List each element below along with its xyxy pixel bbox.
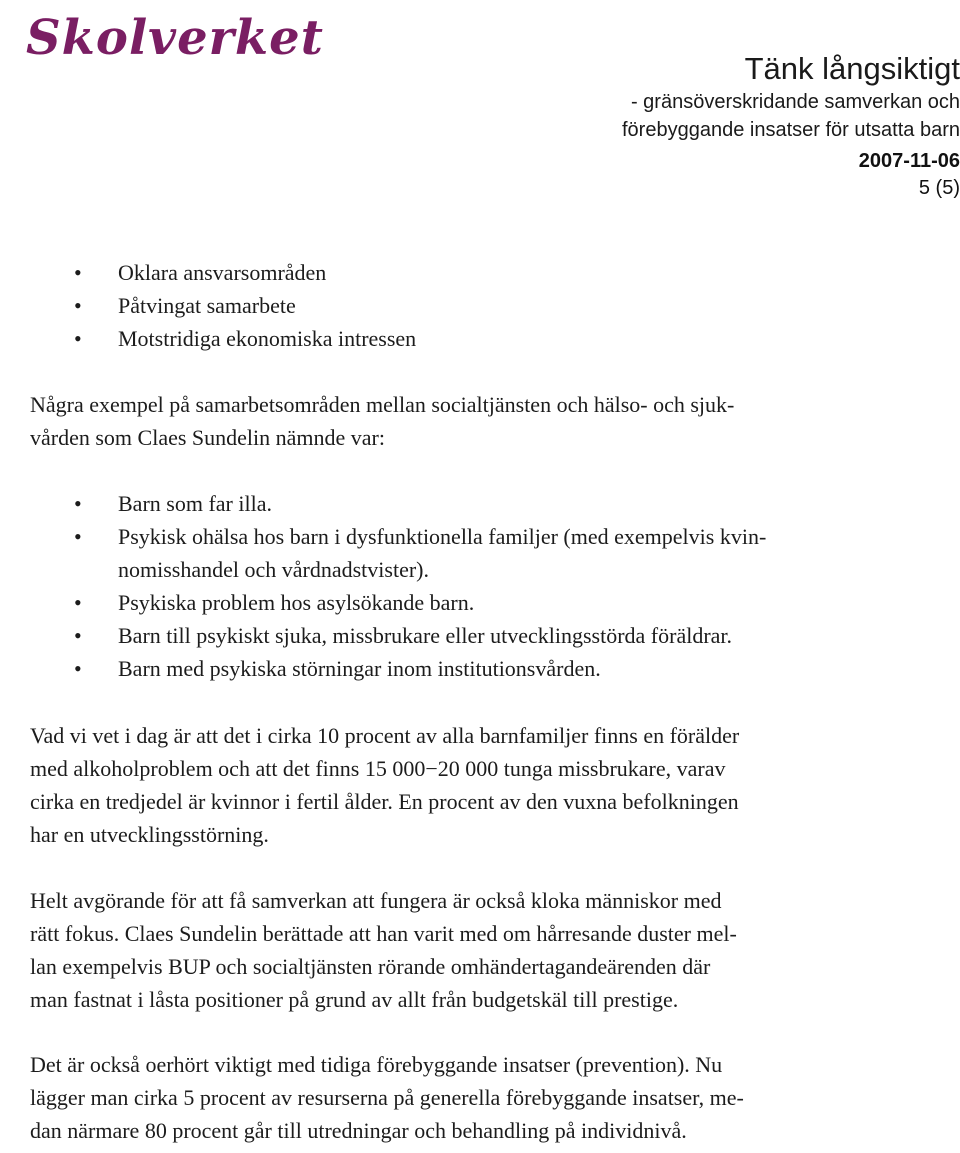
document-header [400, 50, 960, 201]
bullet-icon: • [74, 656, 82, 681]
list-item: • Psykiska problem hos asylsökande barn. [30, 586, 942, 619]
document-title: Tänk långsiktigt [744, 51, 960, 86]
bullet-icon: • [74, 623, 82, 648]
document-body [30, 256, 942, 1147]
list-item: • Barn som far illa. [30, 487, 942, 520]
bullet-icon: • [74, 524, 82, 549]
paragraph-focus: Helt avgörande för att få samverkan att fungera är också kloka människor med rätt fokus. Claes Sundelin berättade att han varit med om hårresande duster mel- lan exempelvis BUP och socialtjänsten rörande omhändertagandeärenden där man fastnat i låsta positioner på grund av allt från budgetskäl till prestige. [30, 888, 737, 1012]
bullet-icon: • [74, 491, 82, 516]
paragraph-statistics: Vad vi vet i dag är att det i cirka 10 procent av alla barnfamiljer finns en förälder med alkoholproblem och att det finns 15 000−20 000 tunga missbrukare, varav cirka en tredjedel är kvinnor i fertil ålder. En procent av den vuxna befolkningen har en utvecklingsstörning. [30, 723, 740, 847]
document-date: 2007-11-06 [858, 150, 960, 172]
bullet-icon: • [74, 590, 82, 615]
problem-list [30, 256, 942, 355]
bullet-icon: • [74, 326, 82, 351]
collaboration-areas-list [30, 487, 942, 685]
list-item: • Påtvingat samarbete [30, 289, 942, 322]
list-item: • Motstridiga ekonomiska intressen [30, 322, 942, 355]
list-item: • Barn med psykiska störningar inom institutionsvården. [30, 652, 942, 685]
document-subtitle-line-1: - gränsöverskridande samverkan och [630, 91, 960, 113]
bullet-icon: • [74, 260, 82, 285]
list-item: • Oklara ansvarsområden [30, 256, 942, 289]
document-subtitle-line-2: förebyggande insatser för utsatta barn [622, 119, 960, 141]
skolverket-logo: Skolverket [26, 10, 324, 66]
list-item: • Barn till psykiskt sjuka, missbrukare eller utvecklingsstörda föräldrar. [30, 619, 942, 652]
page-number: 5 (5) [918, 177, 960, 199]
bullet-icon: • [74, 293, 82, 318]
paragraph-prevention: Det är också oerhört viktigt med tidiga förebyggande insatser (prevention). Nu lägger man cirka 5 procent av resurserna på generella förebyggande insatser, me- dan närmare 80 procent går till utredningar och behandling på individnivå. [30, 1052, 744, 1143]
paragraph-examples-intro: Några exempel på samarbetsområden mellan socialtjänsten och hälso- och sjuk- vården som Claes Sundelin nämnde var: [30, 392, 735, 450]
list-item: • Psykisk ohälsa hos barn i dysfunktionella familjer (med exempelvis kvin- nomisshandel och vårdnadstvister). [30, 520, 942, 586]
